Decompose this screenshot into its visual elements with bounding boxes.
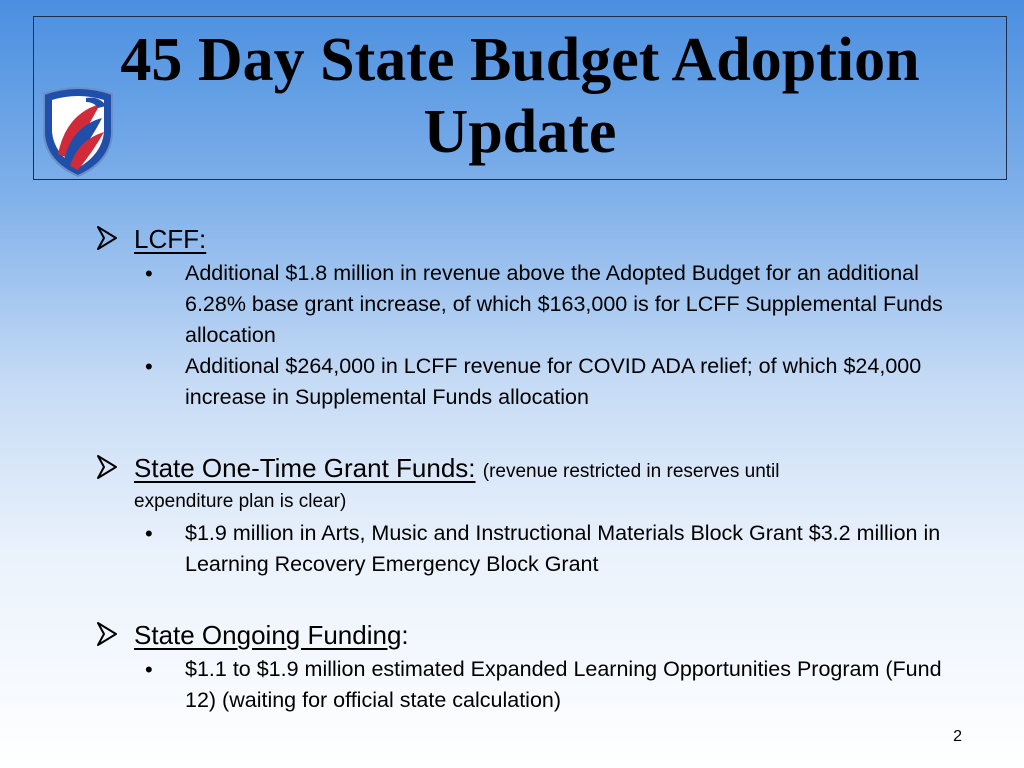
- section-heading-row: [96, 618, 976, 652]
- section-heading: State One-Time Grant Funds:: [134, 453, 476, 483]
- page-number: 2: [953, 728, 962, 745]
- bullet-list: [96, 518, 976, 580]
- arrow-bullet-icon: [96, 225, 118, 251]
- section-heading-row: [96, 222, 976, 256]
- bullet-list: [96, 258, 976, 413]
- section-heading: LCFF:: [134, 224, 207, 254]
- bullet-item: • Additional $264,000 in LCFF revenue for COVID ADA relief; of which $24,000 increase in Supplemental Funds allocation: [185, 351, 976, 413]
- section-heading-row: [96, 451, 976, 489]
- section-note-continuation: expenditure plan is clear): [134, 491, 347, 512]
- section-ongoing-funding: [96, 618, 976, 716]
- bullet-item: • $1.9 million in Arts, Music and Instructional Materials Block Grant $3.2 million in Learning Recovery Emergency Block Grant: [185, 518, 976, 580]
- section-one-time-grants: [96, 451, 976, 580]
- slide-title: [0, 24, 1024, 168]
- section-heading-suffix: :: [401, 620, 409, 650]
- section-note: (revenue restricted in reserves until: [482, 461, 780, 482]
- title-line-1: 45 Day State Budget Adoption: [120, 26, 920, 94]
- arrow-bullet-icon: [96, 621, 118, 647]
- arrow-bullet-icon: [96, 454, 118, 480]
- bullet-item: • Additional $1.8 million in revenue above the Adopted Budget for an additional 6.28% base grant increase, of which $163,000 is for LCFF Supplemental Funds allocation: [185, 258, 976, 351]
- slide-content: [96, 222, 976, 716]
- section-lcff: [96, 222, 976, 413]
- title-line-2: Update: [423, 98, 617, 166]
- section-heading: State Ongoing Funding: [134, 620, 402, 650]
- bullet-list: [96, 654, 976, 716]
- bullet-item: • $1.1 to $1.9 million estimated Expanded Learning Opportunities Program (Fund 12) (waiting for official state calculation): [185, 654, 976, 716]
